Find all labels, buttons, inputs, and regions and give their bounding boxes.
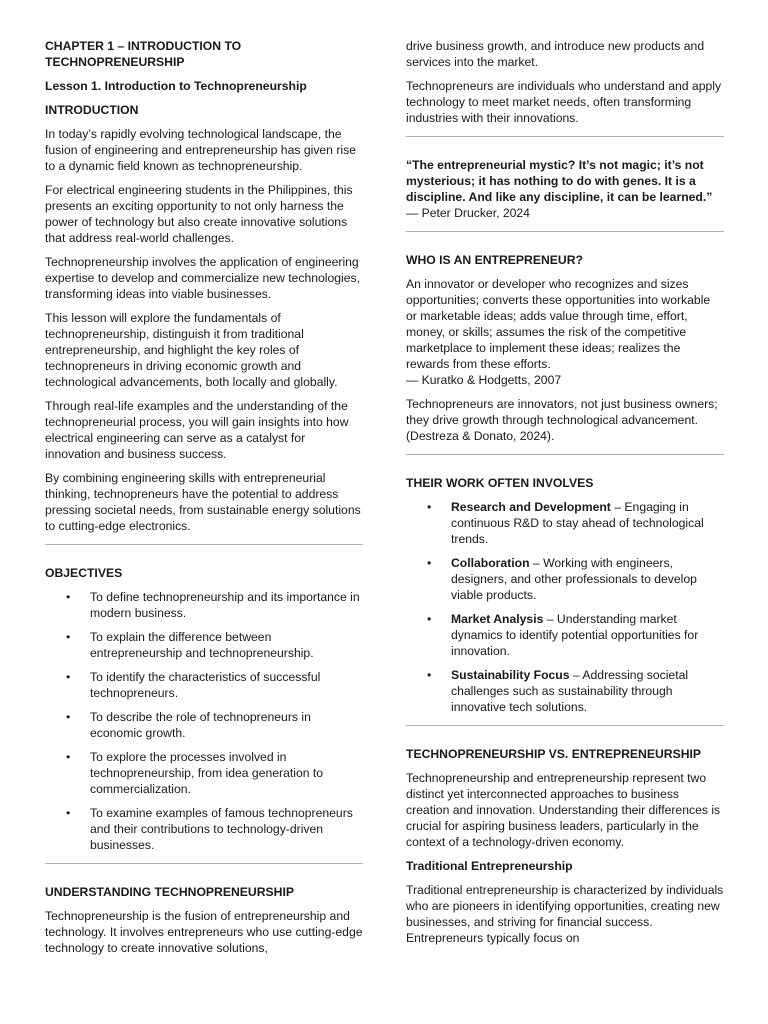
objectives-heading: OBJECTIVES xyxy=(45,566,123,580)
continued-paragraph: drive business growth, and introduce new products and services into the market. xyxy=(406,39,705,69)
bullet-icon: • xyxy=(66,670,71,684)
definition-text: An innovator or developer who recognizes and sizes opportunities; converts these opportunities into workable or marketable ideas; adds value through time, effort, money, or skills; assumes the risk of the competitive marketplace to implement these ideas; realizes the rewards from these efforts. xyxy=(406,277,711,371)
technopreneurs-paragraph: Technopreneurs are individuals who understand and apply technology to meet market needs, often transforming industries with their innovations. xyxy=(406,79,722,125)
bullet-icon: • xyxy=(66,710,71,724)
section-divider xyxy=(45,544,363,545)
intro-paragraph: For electrical engineering students in the Philippines, this presents an exciting opportunity to not only harness the power of technology but also create innovative solutions that address real-world challenges. xyxy=(45,183,353,245)
definition-block xyxy=(406,276,724,388)
bullet-icon: • xyxy=(66,806,71,820)
right-column xyxy=(406,38,724,954)
list-item xyxy=(45,749,363,797)
list-item xyxy=(45,805,363,853)
objective-text: To describe the role of technopreneurs in economic growth. xyxy=(90,710,311,740)
intro-paragraph: By combining engineering skills with entrepreneurial thinking, technopreneurs have the potential to address pressing societal needs, from sustainable energy solutions to cutting-edge electronics. xyxy=(45,471,361,533)
work-term: Market Analysis xyxy=(451,612,544,626)
list-item xyxy=(406,667,724,715)
objective-text: To examine examples of famous technopreneurs and their contributions to technology-driven businesses. xyxy=(90,806,353,852)
work-term: Research and Development xyxy=(451,500,611,514)
objectives-list xyxy=(45,589,363,853)
list-item xyxy=(45,589,363,621)
bullet-icon: • xyxy=(66,750,71,764)
definition-attribution: — Kuratko & Hodgetts, 2007 xyxy=(406,373,562,387)
work-desc: – Addressing societal challenges such as sustainability through innovative tech solutions. xyxy=(451,668,689,714)
intro-paragraph: Through real-life examples and the understanding of the technopreneurial process, you will gain insights into how electrical engineering can serve as a catalyst for innovation and business success. xyxy=(45,399,349,461)
list-item xyxy=(45,669,363,701)
quote-block xyxy=(406,157,724,221)
list-item xyxy=(406,555,724,603)
vs-paragraph: Technopreneurship and entrepreneurship represent two distinct yet interconnected approaches to business creation and innovation. Understanding their differences is crucial for aspiring business leaders, particularly in the context of a technology-driven economy. xyxy=(406,771,721,849)
bullet-icon: • xyxy=(66,590,71,604)
innovators-paragraph: Technopreneurs are innovators, not just business owners; they drive growth through technological advancement. (Destreza & Donato, 2024). xyxy=(406,397,718,443)
objective-text: To explain the difference between entrepreneurship and technopreneurship. xyxy=(90,630,314,660)
work-list xyxy=(406,499,724,715)
work-desc: – Engaging in continuous R&D to stay ahead of technological trends. xyxy=(451,500,704,546)
left-column xyxy=(45,38,363,964)
section-divider xyxy=(406,136,724,137)
objective-text: To explore the processes involved in technopreneurship, from idea generation to commercialization. xyxy=(90,750,324,796)
list-item xyxy=(45,709,363,741)
intro-paragraph: This lesson will explore the fundamentals of technopreneurship, distinguish it from traditional entrepreneurship, and highlight the key roles of technopreneurs in driving economic growth and technological advancements, both locally and globally. xyxy=(45,311,338,389)
vs-heading: TECHNOPRENEURSHIP VS. ENTREPRENEURSHIP xyxy=(406,747,702,761)
list-item xyxy=(406,499,724,547)
objective-text: To define technopreneurship and its importance in modern business. xyxy=(90,590,360,620)
list-item xyxy=(45,629,363,661)
introduction-heading: INTRODUCTION xyxy=(45,103,139,117)
intro-paragraph: Technopreneurship involves the application of engineering expertise to develop and commercialize new technologies, transforming ideas into viable businesses. xyxy=(45,255,361,301)
work-term: Sustainability Focus xyxy=(451,668,570,682)
lesson-title: Lesson 1. Introduction to Technopreneurship xyxy=(45,79,307,93)
objective-text: To identify the characteristics of successful technopreneurs. xyxy=(90,670,321,700)
section-divider xyxy=(45,863,363,864)
work-heading: THEIR WORK OFTEN INVOLVES xyxy=(406,476,594,490)
list-item xyxy=(406,611,724,659)
section-divider xyxy=(406,725,724,726)
work-term: Collaboration xyxy=(451,556,530,570)
traditional-paragraph: Traditional entrepreneurship is characterized by individuals who are pioneers in identifying opportunities, creating new businesses, and striving for financial success. Entrepreneurs typically focus on xyxy=(406,883,724,945)
bullet-icon: • xyxy=(427,668,432,682)
quote-text: “The entrepreneurial mystic? It’s not magic; it’s not mysterious; it has nothing to do with genes. It is a discipline. And like any discipline, it can be learned.” xyxy=(406,158,713,204)
section-divider xyxy=(406,454,724,455)
quote-attribution: — Peter Drucker, 2024 xyxy=(406,206,530,220)
bullet-icon: • xyxy=(427,556,432,570)
bullet-icon: • xyxy=(427,612,432,626)
who-heading: WHO IS AN ENTREPRENEUR? xyxy=(406,253,583,267)
intro-paragraph: In today’s rapidly evolving technological landscape, the fusion of engineering and entrepreneurship has given rise to a dynamic field known as technopreneurship. xyxy=(45,127,356,173)
understanding-paragraph: Technopreneurship is the fusion of entrepreneurship and technology. It involves entrepreneurs who use cutting-edge technology to create innovative solutions, xyxy=(45,909,363,955)
bullet-icon: • xyxy=(427,500,432,514)
work-desc: – Understanding market dynamics to identify potential opportunities for innovation. xyxy=(451,612,699,658)
work-desc: – Working with engineers, designers, and other professionals to develop viable products. xyxy=(451,556,697,602)
understanding-heading: UNDERSTANDING TECHNOPRENEURSHIP xyxy=(45,885,294,899)
bullet-icon: • xyxy=(66,630,71,644)
traditional-heading: Traditional Entrepreneurship xyxy=(406,859,573,873)
section-divider xyxy=(406,231,724,232)
chapter-title: CHAPTER 1 – INTRODUCTION TO TECHNOPRENEURSHIP xyxy=(45,39,242,69)
